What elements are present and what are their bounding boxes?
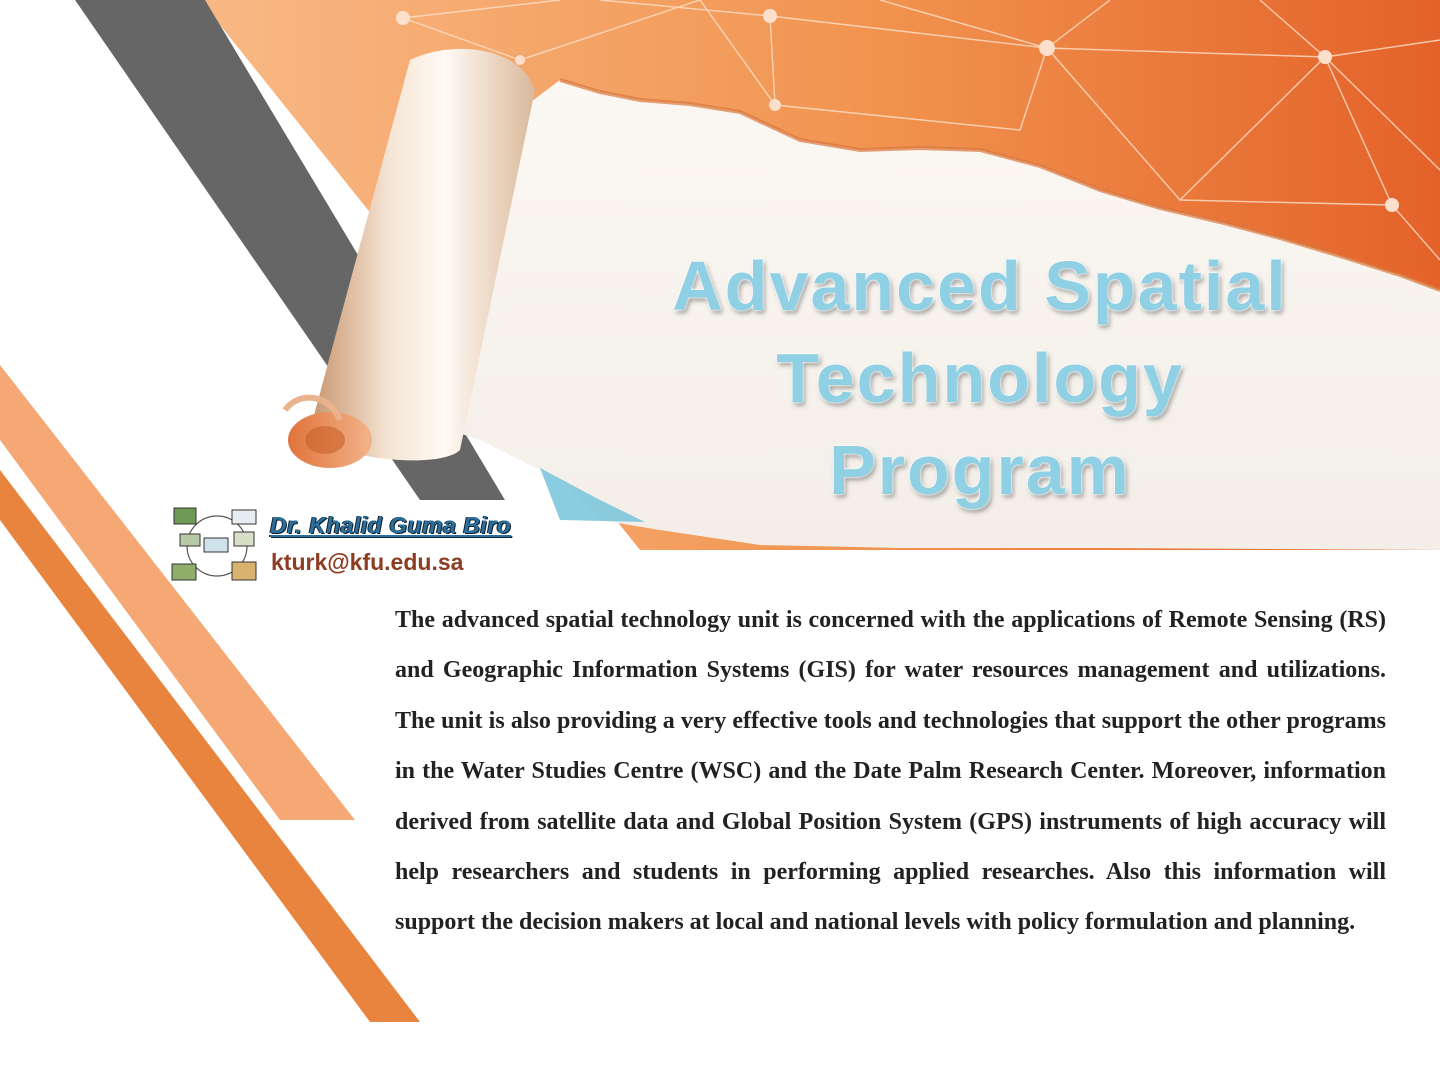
gis-logo bbox=[168, 504, 266, 586]
title-line-3: Program bbox=[829, 431, 1131, 509]
author-email[interactable]: kturk@kfu.edu.sa bbox=[271, 549, 464, 575]
title-line-1: Advanced Spatial bbox=[672, 247, 1288, 325]
author-name: Dr. Khalid Guma Biro bbox=[270, 512, 512, 538]
page-title bbox=[600, 240, 1360, 516]
title-line-2: Technology bbox=[776, 339, 1184, 417]
description-paragraph: The advanced spatial technology unit is concerned with the applications of Remote Sensing (RS) and Geographic Information Systems (GIS) for water resources management and utilizations. The unit is also providing a very effective tools and technologies that support the other programs in the Water Studies Centre (WSC) and the Date Palm Research Center. Moreover, information derived from satellite data and Global Position System (GPS) instruments of high accuracy will help researchers and students in performing applied researches. Also this information will support the decision makers at local and national levels with policy formulation and planning. bbox=[395, 607, 1386, 936]
